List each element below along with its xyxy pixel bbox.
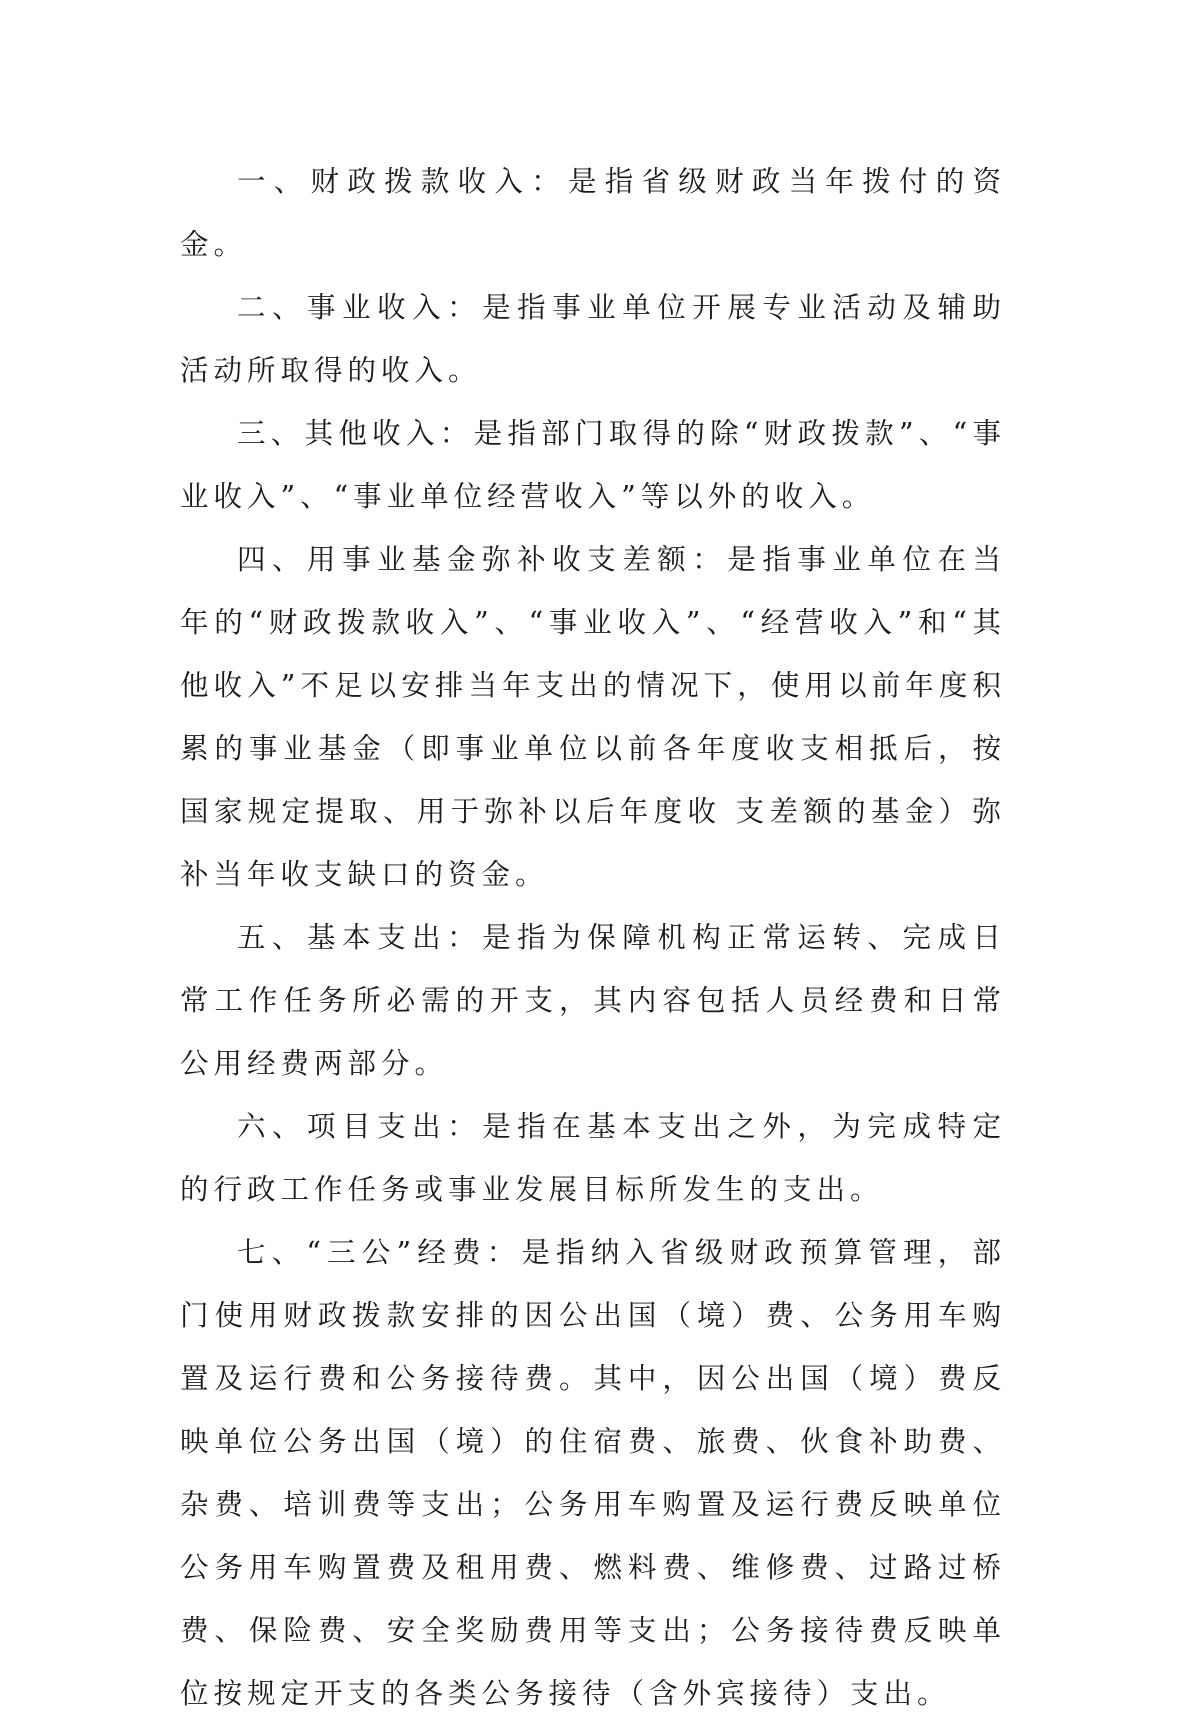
paragraph-fiscal-appropriation-income: 一、财政拨款收入：是指省级财政当年拨付的资金。 [180, 165, 1006, 261]
paragraph-project-expenditure: 六、项目支出：是指在基本支出之外，为完成特定的行政工作任务或事业发展目标所发生的支出。 [180, 1110, 1006, 1206]
paragraph-business-fund-offset: 四、用事业基金弥补收支差额：是指事业单位在当年的“财政拨款收入”、“事业收入”、“经营收入”和“其他收入”不足以安排当年支出的情况下，使用以前年度积累的事业基金（即事业单位以前各年度收支相抵后，按国家规定提取、用于弥补以后年度收 支差额的基金）弥补当年收支缺口的资金。 [180, 543, 1006, 891]
paragraph-other-income: 三、其他收入：是指部门取得的除“财政拨款”、“事业收入”、“事业单位经营收入”等以外的收入。 [180, 417, 1006, 513]
paragraph-three-public-expenses: 七、“三公”经费：是指纳入省级财政预算管理，部门使用财政拨款安排的因公出国（境）费、公务用车购置及运行费和公务接待费。其中，因公出国（境）费反映单位公务出国（境）的住宿费、旅费、伙食补助费、杂费、培训费等支出；公务用车购置及运行费反映单位公务用车购置费及租用费、燃料费、维修费、过路过桥费、保险费、安全奖励费用等支出；公务接待费反映单位按规定开支的各类公务接待（含外宾接待）支出。 [180, 1236, 1006, 1710]
paragraph-business-income: 二、事业收入：是指事业单位开展专业活动及辅助活动所取得的收入。 [180, 291, 1006, 387]
paragraph-basic-expenditure: 五、基本支出：是指为保障机构正常运转、完成日常工作任务所必需的开支，其内容包括人员经费和日常公用经费两部分。 [180, 921, 1006, 1080]
document-body [180, 150, 1006, 1725]
